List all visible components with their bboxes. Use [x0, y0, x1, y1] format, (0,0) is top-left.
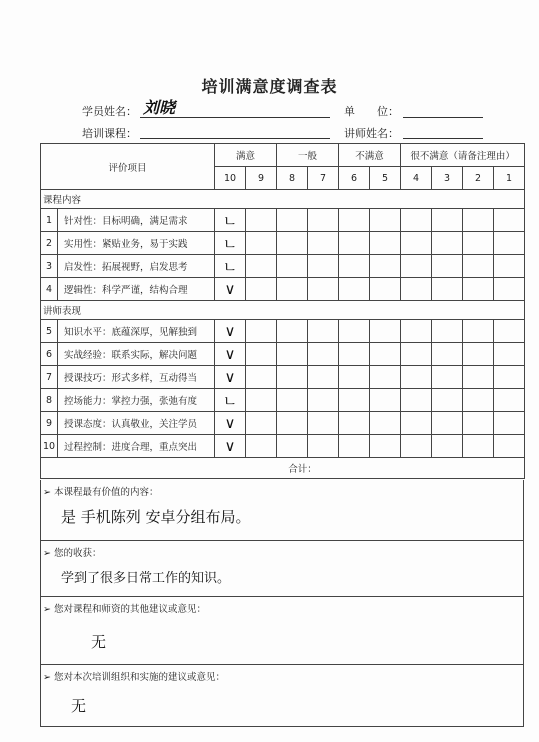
row-criterion: 实战经验：联系实际，解决问题 — [58, 343, 215, 366]
score-cell[interactable] — [277, 366, 308, 389]
score-cell[interactable] — [215, 343, 246, 366]
row-criterion: 知识水平：底蕴深厚，见解独到 — [58, 320, 215, 343]
check-mark: ∨ — [224, 437, 236, 455]
score-cell[interactable] — [339, 209, 370, 232]
score-cell[interactable] — [277, 232, 308, 255]
row-criterion: 逻辑性：科学严谨，结构合理 — [58, 278, 215, 301]
score-cell[interactable] — [463, 278, 494, 301]
feedback-answer: 无 — [71, 697, 87, 715]
unit-line — [403, 117, 483, 118]
row-number: 4 — [41, 278, 58, 301]
score-cell[interactable] — [370, 435, 401, 458]
score-cell[interactable] — [246, 232, 277, 255]
score-cell[interactable] — [215, 278, 246, 301]
score-cell[interactable] — [308, 255, 339, 278]
score-cell[interactable] — [277, 435, 308, 458]
table-row — [41, 232, 525, 255]
feedback-question: ➢ 您的收获： — [43, 548, 102, 559]
score-cell[interactable] — [215, 255, 246, 278]
score-header: 7 — [308, 167, 339, 190]
score-cell[interactable] — [370, 232, 401, 255]
section-lecturer-performance: 讲师表现 — [41, 301, 525, 320]
score-cell[interactable] — [370, 412, 401, 435]
score-cell[interactable] — [463, 320, 494, 343]
score-header: 8 — [277, 167, 308, 190]
score-cell[interactable] — [339, 435, 370, 458]
score-cell[interactable] — [432, 209, 463, 232]
row-number: 8 — [41, 389, 58, 412]
check-mark: ∨ — [224, 345, 236, 363]
score-cell[interactable] — [463, 255, 494, 278]
check-mark: ㄴ — [222, 234, 238, 253]
score-cell[interactable] — [432, 343, 463, 366]
feedback-answer: 无 — [91, 633, 107, 651]
check-mark: ∨ — [224, 414, 236, 432]
row-criterion: 启发性：拓展视野，启发思考 — [58, 255, 215, 278]
score-cell[interactable] — [494, 255, 525, 278]
score-cell[interactable] — [308, 209, 339, 232]
row-number: 2 — [41, 232, 58, 255]
score-cell[interactable] — [463, 412, 494, 435]
table-row — [41, 389, 525, 412]
score-cell[interactable] — [339, 278, 370, 301]
score-cell[interactable] — [277, 255, 308, 278]
score-cell[interactable] — [432, 389, 463, 412]
score-cell[interactable] — [308, 343, 339, 366]
table-row — [41, 435, 525, 458]
check-mark: ∨ — [224, 280, 236, 298]
score-cell[interactable] — [432, 366, 463, 389]
student-name-label: 学员姓名： — [82, 105, 137, 118]
score-header: 4 — [401, 167, 432, 190]
score-cell[interactable] — [308, 412, 339, 435]
feedback-question: ➢ 您对课程和师资的其他建议或意见： — [43, 604, 206, 615]
score-cell[interactable] — [401, 255, 432, 278]
score-cell[interactable] — [463, 366, 494, 389]
score-cell[interactable] — [494, 232, 525, 255]
score-cell[interactable] — [339, 255, 370, 278]
score-cell[interactable] — [246, 320, 277, 343]
score-header: 5 — [370, 167, 401, 190]
score-cell[interactable] — [215, 209, 246, 232]
score-cell[interactable] — [494, 412, 525, 435]
unit-label: 单 位： — [344, 105, 399, 118]
score-cell[interactable] — [246, 389, 277, 412]
check-mark: ∨ — [224, 322, 236, 340]
score-cell[interactable] — [463, 389, 494, 412]
score-cell[interactable] — [401, 389, 432, 412]
score-cell[interactable] — [215, 232, 246, 255]
score-cell[interactable] — [432, 232, 463, 255]
group-average: 一般 — [277, 144, 339, 167]
score-cell[interactable] — [494, 435, 525, 458]
row-criterion: 实用性：紧贴业务，易于实践 — [58, 232, 215, 255]
score-cell[interactable] — [463, 343, 494, 366]
score-cell[interactable] — [401, 232, 432, 255]
row-number: 3 — [41, 255, 58, 278]
score-cell[interactable] — [401, 366, 432, 389]
section-course-content: 课程内容 — [41, 190, 525, 209]
total-row: 合计： — [41, 458, 525, 479]
table-row — [41, 320, 525, 343]
score-cell[interactable] — [494, 343, 525, 366]
score-cell[interactable] — [370, 255, 401, 278]
score-cell[interactable] — [339, 232, 370, 255]
score-cell[interactable] — [494, 366, 525, 389]
score-header: 9 — [246, 167, 277, 190]
score-cell[interactable] — [370, 209, 401, 232]
score-cell[interactable] — [277, 320, 308, 343]
row-criterion: 过程控制：进度合理，重点突出 — [58, 435, 215, 458]
score-cell[interactable] — [246, 278, 277, 301]
score-cell[interactable] — [370, 389, 401, 412]
score-cell[interactable] — [494, 209, 525, 232]
score-cell[interactable] — [246, 412, 277, 435]
score-header: 2 — [463, 167, 494, 190]
score-cell[interactable] — [339, 389, 370, 412]
group-unsatisfied: 不满意 — [339, 144, 401, 167]
score-cell[interactable] — [246, 255, 277, 278]
feedback-question: ➢ 本课程最有价值的内容： — [43, 487, 159, 498]
score-cell[interactable] — [308, 366, 339, 389]
feedback-answer: 学到了很多日常工作的知识。 — [61, 571, 231, 586]
score-header: 6 — [339, 167, 370, 190]
row-number: 1 — [41, 209, 58, 232]
score-cell[interactable] — [215, 320, 246, 343]
lecturer-line — [403, 138, 483, 139]
rating-table — [40, 143, 525, 479]
score-cell[interactable] — [432, 320, 463, 343]
table-row — [41, 209, 525, 232]
score-cell[interactable] — [339, 366, 370, 389]
score-cell[interactable] — [370, 343, 401, 366]
score-cell[interactable] — [463, 435, 494, 458]
score-cell[interactable] — [308, 278, 339, 301]
score-header: 10 — [215, 167, 246, 190]
score-cell[interactable] — [277, 343, 308, 366]
check-mark: ㄴ — [222, 257, 238, 276]
score-cell[interactable] — [370, 366, 401, 389]
score-cell[interactable] — [246, 435, 277, 458]
score-cell[interactable] — [215, 389, 246, 412]
score-cell[interactable] — [308, 320, 339, 343]
score-cell[interactable] — [277, 412, 308, 435]
table-row — [41, 343, 525, 366]
score-cell[interactable] — [339, 412, 370, 435]
score-cell[interactable] — [308, 435, 339, 458]
score-cell[interactable] — [246, 343, 277, 366]
row-criterion: 控场能力：掌控力强，张弛有度 — [58, 389, 215, 412]
form-title: 培训满意度调查表 — [201, 77, 338, 96]
score-cell[interactable] — [308, 232, 339, 255]
row-number: 5 — [41, 320, 58, 343]
row-number: 6 — [41, 343, 58, 366]
course-label: 培训课程： — [82, 127, 137, 140]
row-criterion: 针对性：目标明确，满足需求 — [58, 209, 215, 232]
score-cell[interactable] — [463, 232, 494, 255]
score-cell[interactable] — [277, 278, 308, 301]
score-cell[interactable] — [401, 209, 432, 232]
score-cell[interactable] — [246, 366, 277, 389]
score-header: 3 — [432, 167, 463, 190]
student-name-value: 刘晓 — [143, 98, 176, 117]
feedback-question: ➢ 您对本次培训组织和实施的建议或意见： — [43, 672, 225, 683]
score-cell[interactable] — [432, 255, 463, 278]
feedback-box-valuable — [40, 480, 524, 541]
score-cell[interactable] — [215, 366, 246, 389]
score-cell[interactable] — [308, 389, 339, 412]
score-cell[interactable] — [339, 343, 370, 366]
score-cell[interactable] — [277, 389, 308, 412]
check-mark: ㄴ — [222, 211, 238, 230]
check-mark: ㄴ — [222, 391, 238, 410]
score-cell[interactable] — [215, 435, 246, 458]
score-cell[interactable] — [401, 278, 432, 301]
table-row — [41, 366, 525, 389]
check-mark: ∨ — [224, 368, 236, 386]
row-number: 10 — [41, 435, 58, 458]
score-cell[interactable] — [370, 278, 401, 301]
row-criterion: 授课态度：认真敬业，关注学员 — [58, 412, 215, 435]
score-cell[interactable] — [494, 278, 525, 301]
item-header: 评价项目 — [41, 144, 215, 190]
feedback-box-gains — [40, 541, 524, 597]
score-cell[interactable] — [463, 209, 494, 232]
row-criterion: 授课技巧：形式多样，互动得当 — [58, 366, 215, 389]
score-cell[interactable] — [494, 389, 525, 412]
score-cell[interactable] — [246, 209, 277, 232]
score-header: 1 — [494, 167, 525, 190]
score-cell[interactable] — [432, 278, 463, 301]
score-cell[interactable] — [370, 320, 401, 343]
feedback-box-course-advice — [40, 597, 524, 665]
row-number: 9 — [41, 412, 58, 435]
score-cell[interactable] — [401, 435, 432, 458]
score-cell[interactable] — [401, 343, 432, 366]
group-very-unsatisfied: 很不满意（请备注理由） — [401, 144, 525, 167]
table-row — [41, 278, 525, 301]
feedback-box-organization-advice — [40, 665, 524, 727]
score-cell[interactable] — [494, 320, 525, 343]
score-cell[interactable] — [401, 412, 432, 435]
score-cell[interactable] — [277, 209, 308, 232]
group-satisfied: 满意 — [215, 144, 277, 167]
score-cell[interactable] — [432, 435, 463, 458]
score-cell[interactable] — [215, 412, 246, 435]
score-cell[interactable] — [339, 320, 370, 343]
table-row — [41, 255, 525, 278]
score-cell[interactable] — [432, 412, 463, 435]
course-line — [140, 138, 330, 139]
table-row — [41, 412, 525, 435]
row-number: 7 — [41, 366, 58, 389]
lecturer-label: 讲师姓名： — [344, 127, 399, 140]
feedback-answer: 是 手机陈列 安卓分组布局。 — [61, 508, 251, 526]
score-cell[interactable] — [401, 320, 432, 343]
